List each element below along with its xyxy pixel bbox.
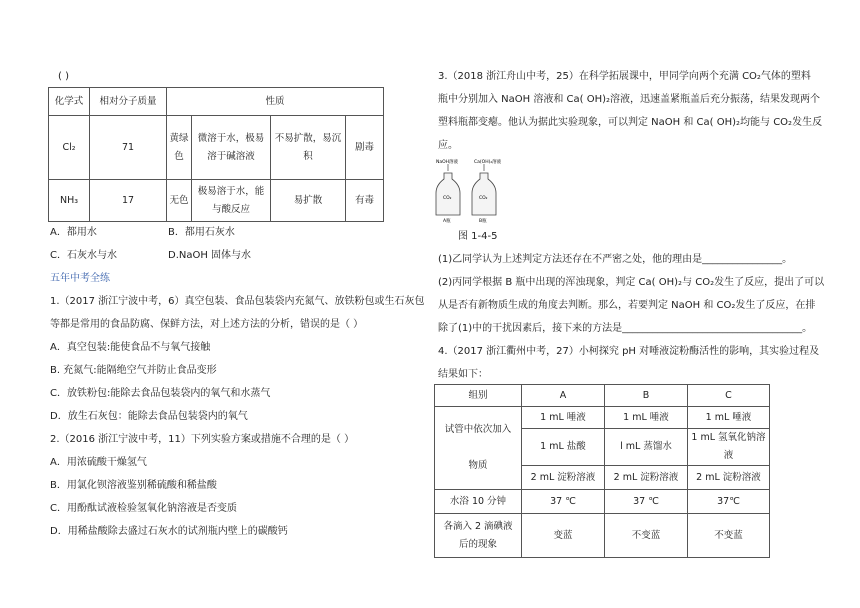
cell-toxicity: 有毒 — [346, 180, 384, 222]
q4-stem-line1: 4.（2017 浙江衢州中考，27）小柯探究 pH 对唾液淀粉酶活性的影响，其实验过程及 — [438, 346, 820, 357]
cell: 不变蓝 — [605, 514, 688, 558]
cell: 变蓝 — [522, 514, 605, 558]
cell-mass: 17 — [90, 180, 167, 222]
bottle-figure — [434, 157, 514, 225]
cell-solubility: 微溶于水，极易 溶于碱溶液 — [192, 116, 271, 180]
cell: 1 mL 唾液 — [605, 407, 688, 429]
q3-stem-line2: 瓶中分别加入 NaOH 溶液和 Ca( OH)₂溶液，迅速盖紧瓶盖后充分振荡，结果发现两个 — [438, 94, 821, 105]
bottle-b — [472, 173, 496, 215]
q3-stem-line1: 3.（2018 浙江舟山中考，25）在科学拓展课中，甲同学向两个充满 CO₂气体的塑料 — [438, 71, 811, 82]
q3-sub1: (1)乙同学认为上述判定方法还存在不严密之处，他的理由是________________。 — [438, 254, 793, 265]
table-row — [49, 116, 384, 180]
q2-stem: 2.（2016 浙江宁波中考，11）下列实验方案或措施不合理的是（ ） — [50, 434, 355, 445]
q2-option-b: B．用氯化钡溶液鉴别稀硫酸和稀盐酸 — [50, 480, 217, 491]
cell-formula: Cl₂ — [49, 116, 90, 180]
q4-stem-line2: 结果如下： — [438, 369, 488, 380]
th-group: 组别 — [435, 385, 522, 407]
cell: 不变蓝 — [688, 514, 770, 558]
table-row — [435, 490, 770, 514]
cell: 2 mL 淀粉溶液 — [688, 466, 770, 490]
cell: 37 ℃ — [522, 490, 605, 514]
cell: 37 ℃ — [605, 490, 688, 514]
th-property: 性质 — [167, 88, 384, 116]
cell-result-label: 各滴入 2 滴碘液 后的现象 — [435, 514, 522, 558]
fig-bottle-a-label: A瓶 — [443, 219, 451, 224]
cell-solubility: 极易溶于水，能 与酸反应 — [192, 180, 271, 222]
option-a: A．都用水 — [50, 227, 97, 238]
th-mass: 相对分子质量 — [90, 88, 167, 116]
cell: 1 mL 唾液 — [688, 407, 770, 429]
cell-toxicity: 剧毒 — [346, 116, 384, 180]
fig-bottle-b-label: B瓶 — [479, 219, 487, 224]
cell: 2 mL 淀粉溶液 — [605, 466, 688, 490]
q3-stem-line4: 应。 — [438, 140, 458, 151]
section-title: 五年中考全练 — [50, 273, 110, 284]
cell: 1 mL 盐酸 — [522, 429, 605, 466]
th-c: C — [688, 385, 770, 407]
cell-formula: NH₃ — [49, 180, 90, 222]
q3-sub2-line3: 除了(1)中的干扰因素后，接下来的方法是____________________________________。 — [438, 323, 813, 334]
cell: 2 mL 淀粉溶液 — [522, 466, 605, 490]
cell: 1 mL 氢氧化钠溶液 — [688, 429, 770, 466]
table-row — [435, 514, 770, 558]
cell-color: 无色 — [167, 180, 192, 222]
option-c: C．石灰水与水 — [50, 250, 117, 261]
q2-option-c: C．用酚酞试液检验氢氧化钠溶液是否变质 — [50, 503, 237, 514]
figure-caption: 图 1-4-5 — [458, 231, 498, 242]
q1-option-d: D．放生石灰包：能除去食品包装袋内的氧气 — [50, 411, 248, 422]
bottle-a — [436, 173, 460, 215]
q3-sub2-line2: 从是否有新物质生成的角度去判断。那么，若要判定 NaOH 和 CO₂发生了反应，在排 — [438, 300, 816, 311]
cell: 1 mL 唾液 — [522, 407, 605, 429]
q1-option-b: B. 充氮气:能隔绝空气并防止食品变形 — [50, 365, 217, 376]
answer-paren: ( ) — [58, 71, 69, 82]
cell: 37℃ — [688, 490, 770, 514]
table-row — [49, 180, 384, 222]
gas-property-table — [48, 87, 384, 222]
cell-diffusion: 易扩散 — [271, 180, 346, 222]
table-row — [435, 407, 770, 429]
option-b: B．都用石灰水 — [168, 227, 235, 238]
q2-option-d: D．用稀盐酸除去盛过石灰水的试剂瓶内壁上的碳酸钙 — [50, 526, 288, 537]
cell-water-bath-label: 水浴 10 分钟 — [435, 490, 522, 514]
cell-mass: 71 — [90, 116, 167, 180]
fig-label-caoh: Ca(OH)₂溶液 — [474, 160, 502, 165]
q1-option-c: C．放铁粉包:能除去食品包装袋内的氧气和水蒸气 — [50, 388, 271, 399]
q3-sub2-line1: (2)丙同学根据 B 瓶中出现的浑浊现象，判定 Ca( OH)₂与 CO₂发生了反应，提出了可以 — [438, 277, 825, 288]
fig-label-naoh: NaOH溶液 — [436, 160, 459, 165]
cell-diffusion: 不易扩散，易沉 积 — [271, 116, 346, 180]
cell-color: 黄绿 色 — [167, 116, 192, 180]
enzyme-experiment-table — [434, 384, 770, 558]
q1-option-a: A．真空包装:能使食品不与氧气接触 — [50, 342, 211, 353]
q3-stem-line3: 塑料瓶都变瘪。他认为据此实验现象，可以判定 NaOH 和 Ca( OH)₂均能与 CO₂发生反 — [438, 117, 823, 128]
q2-option-a: A．用浓硫酸干燥氢气 — [50, 457, 147, 468]
add-substances-label: 试管中依次加入 物质 — [435, 407, 522, 490]
th-a: A — [522, 385, 605, 407]
q1-stem-line2: 等都是常用的食品防腐、保鲜方法，对上述方法的分析，错误的是（ ） — [50, 319, 364, 330]
fig-co2-a: CO₂ — [443, 196, 452, 201]
th-formula: 化学式 — [49, 88, 90, 116]
q1-stem-line1: 1.（2017 浙江宁波中考，6）真空包装、食品包装袋内充氮气、放铁粉包或生石灰包 — [50, 296, 425, 307]
cell: l mL 蒸馏水 — [605, 429, 688, 466]
fig-co2-b: CO₂ — [479, 196, 488, 201]
option-d: D.NaOH 固体与水 — [168, 250, 252, 261]
th-b: B — [605, 385, 688, 407]
